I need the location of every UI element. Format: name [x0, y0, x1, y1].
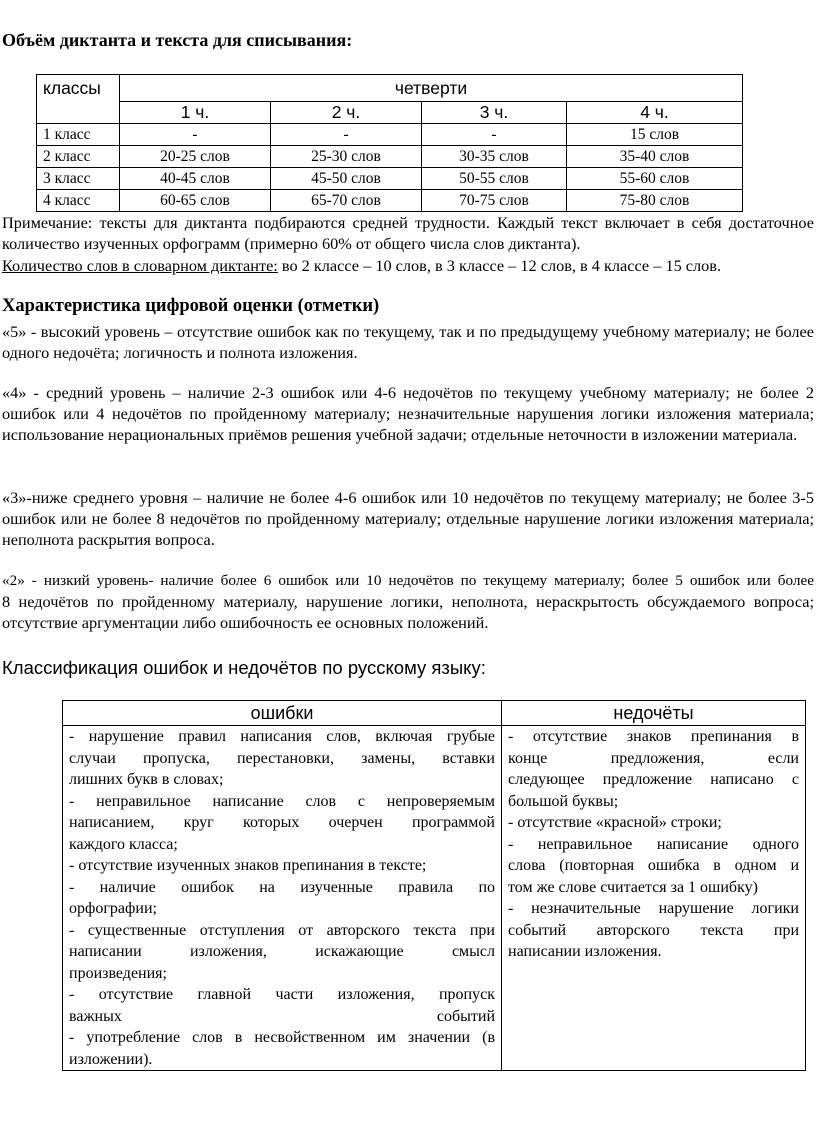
value-cell: 75-80 слов — [567, 190, 743, 212]
value-cell: 25-30 слов — [271, 146, 422, 168]
errors-line: - нарушение правил написания слов, включая грубые — [69, 728, 495, 745]
class-cell: 3 класс — [37, 168, 120, 190]
vocab-text: во 2 классе – 10 слов, в 3 классе – 12 слов, в 4 классе – 15 слов. — [277, 256, 722, 275]
value-cell: - — [422, 124, 567, 146]
value-cell: 65-70 слов — [271, 190, 422, 212]
classification-heading: Классификация ошибок и недочётов по русскому языку: — [2, 657, 486, 678]
value-cell: 15 слов — [567, 124, 743, 146]
grade-2-rest: 8 недочётов по пройденному материалу, нарушение логики, неполнота, нераскрытость обсуждаемого вопроса; отсутствие аргументации либо ошибочность ее основных положений. — [2, 592, 814, 632]
vocab-label: Количество слов в словарном диктанте: — [2, 256, 278, 275]
errors-cell — [63, 726, 502, 1071]
flaws-line: том же слове считается за 1 ошибку) — [508, 878, 758, 896]
class-cell: 4 класс — [37, 190, 120, 212]
vocab-line — [2, 255, 814, 276]
errors-line: написании изложения, искажающие смысл — [69, 943, 495, 960]
quarters-row — [37, 102, 743, 124]
value-cell: 70-75 слов — [422, 190, 567, 212]
quarter-1-header: 1 ч. — [120, 102, 271, 124]
grading-heading: Характеристика цифровой оценки (отметки) — [2, 296, 380, 316]
table-row — [37, 146, 743, 168]
table-row — [37, 124, 743, 146]
volume-note: Примечание: тексты для диктанта подбираются средней трудности. Каждый текст включает в себя достаточное количество изученных орфограмм (примерно 60% от общего числа слов диктанта). — [2, 213, 814, 253]
classes-header: классы — [37, 75, 120, 124]
value-cell: - — [271, 124, 422, 146]
errors-line: - отсутствие изученных знаков препинания в тексте; — [69, 857, 427, 874]
flaws-line: слова (повторная ошибка в одном и — [508, 857, 799, 874]
grade-2-text — [2, 570, 814, 633]
flaws-line: большой буквы; — [508, 792, 619, 810]
flaws-line: - отсутствие «красной» строки; — [508, 814, 722, 831]
flaws-header: недочёты — [502, 701, 806, 726]
errors-header: ошибки — [63, 701, 502, 726]
errors-table-body-row — [63, 726, 806, 1071]
quarter-2-header: 2 ч. — [271, 102, 422, 124]
value-cell: 45-50 слов — [271, 168, 422, 190]
value-cell: 30-35 слов — [422, 146, 567, 168]
value-cell: 35-40 слов — [567, 146, 743, 168]
flaws-line: конце предложения, если — [508, 749, 799, 767]
volume-table — [36, 74, 743, 212]
value-cell: 55-60 слов — [567, 168, 743, 190]
errors-line: лишних букв в словах; — [69, 771, 224, 788]
quarter-3-header: 3 ч. — [422, 102, 567, 124]
errors-line: написанием, круг которых очерчен программой — [69, 814, 495, 831]
errors-table — [62, 700, 806, 1071]
flaws-cell — [502, 726, 806, 1071]
flaws-line: - неправильное написание одного — [508, 835, 799, 853]
value-cell: - — [120, 124, 271, 146]
volume-heading: Объём диктанта и текста для списывания: — [2, 30, 353, 50]
grade-2-line-1: «2» - низкий уровень- наличие более 6 ошибок или 10 недочётов по текущему материалу; более 5 ошибок или более — [2, 572, 814, 589]
errors-line: произведения; — [69, 964, 167, 982]
errors-line: изложении). — [69, 1050, 153, 1068]
grade-5-text: «5» - высокий уровень – отсутствие ошибок как по текущему, так и по предыдущему учебному материалу; не более одного недочёта; логичность и полнота изложения. — [2, 322, 814, 362]
errors-line: - существенные отступления от авторского текста при — [69, 921, 495, 939]
errors-line: - наличие ошибок на изученные правила по — [69, 878, 495, 896]
grade-3-text: «3»-ниже среднего уровня – наличие не более 4-6 ошибок или 10 недочётов по текущему материалу; не более 3-5 ошибок или не более 8 недочётов по пройденному материалу; отдельные нарушение логики изложения материала; неполнота раскрытия вопроса. — [2, 488, 814, 549]
errors-line: орфографии; — [69, 900, 157, 917]
errors-line: случаи пропуска, перестановки, замены, вставки — [69, 749, 495, 767]
class-cell: 2 класс — [37, 146, 120, 168]
errors-line: каждого класса; — [69, 835, 178, 853]
value-cell: 60-65 слов — [120, 190, 271, 212]
table-header-row — [37, 75, 743, 102]
quarter-4-header: 4 ч. — [567, 102, 743, 124]
value-cell: 40-45 слов — [120, 168, 271, 190]
errors-line: - употребление слов в несвойственном им значении (в — [69, 1029, 495, 1046]
table-row — [37, 168, 743, 190]
flaws-line: написании изложения. — [508, 943, 662, 960]
flaws-line: событий авторского текста при — [508, 921, 799, 939]
grade-4-text: «4» - средний уровень – наличие 2-3 ошибок или 4-6 недочётов по текущему учебному материалу; не более 2 ошибок или 4 недочётов по пройденному материалу; незначительные нарушения логики изложения материала; использование нерациональных приёмов решения учебной задачи; отдельные неточности в изложении материала. — [2, 383, 814, 444]
class-cell: 1 класс — [37, 124, 120, 146]
value-cell: 20-25 слов — [120, 146, 271, 168]
flaws-line: следующее предложение написано с — [508, 771, 799, 788]
quarters-header: четверти — [120, 75, 743, 102]
value-cell: 50-55 слов — [422, 168, 567, 190]
table-row — [37, 190, 743, 212]
flaws-line: - незначительные нарушение логики — [508, 900, 799, 917]
errors-line: важных событий — [69, 1007, 495, 1025]
flaws-line: - отсутствие знаков препинания в — [508, 728, 799, 745]
errors-line: - отсутствие главной части изложения, пропуск — [69, 986, 495, 1003]
errors-line: - неправильное написание слов с непроверяемым — [69, 792, 495, 810]
errors-table-header-row — [63, 701, 806, 726]
